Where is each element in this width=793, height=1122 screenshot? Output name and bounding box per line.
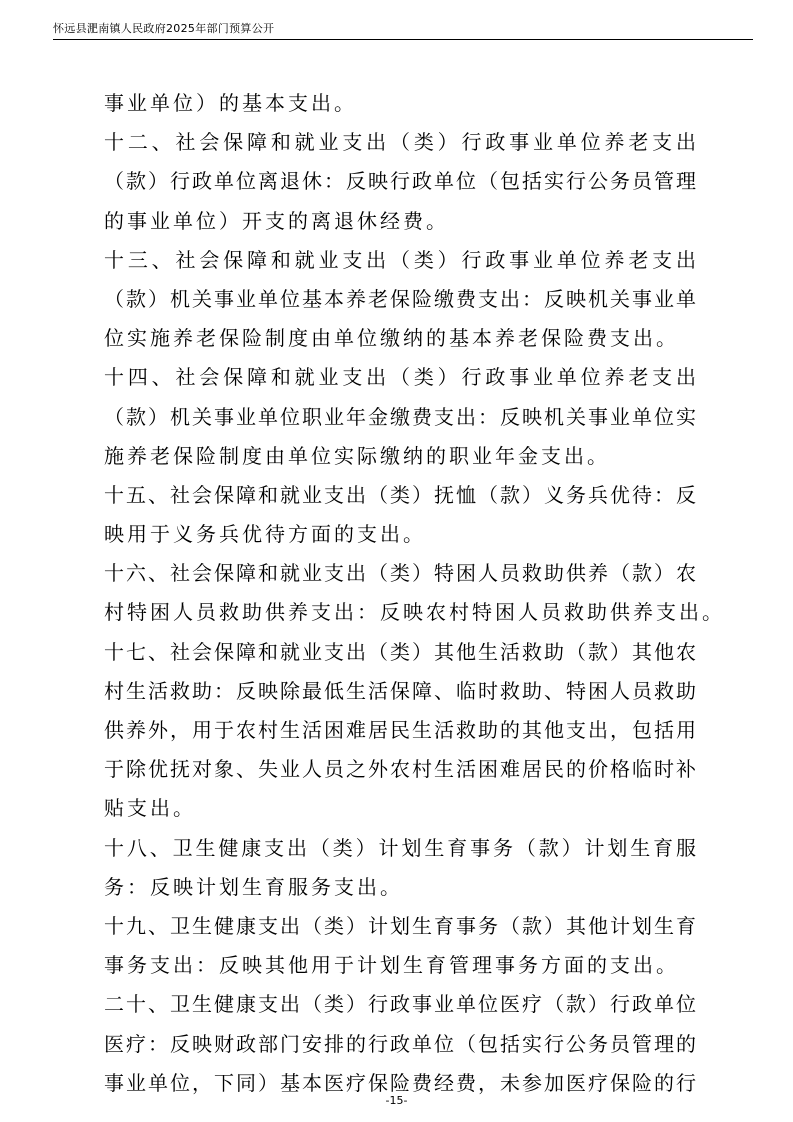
body-line: 务：反映计划生育服务支出。 (104, 874, 403, 899)
body-line: 村特困人员救助供养支出：反映农村特困人员救助供养支出。 (104, 600, 725, 625)
body-line: 十五、社会保障和就业支出（类）抚恤（款）义务兵优待：反 (104, 482, 696, 507)
body-line: 十九、卫生健康支出（类）计划生育事务（款）其他计划生育 (104, 913, 696, 938)
body-line: （款）机关事业单位基本养老保险缴费支出：反映机关事业单 (104, 286, 696, 311)
body-line: 十二、社会保障和就业支出（类）行政事业单位养老支出 (104, 130, 696, 155)
body-line: 供养外，用于农村生活困难居民生活救助的其他支出，包括用 (104, 718, 696, 742)
body-line: 十八、卫生健康支出（类）计划生育事务（款）计划生育服 (104, 835, 696, 860)
body-line: 事业单位）的基本支出。 (104, 91, 357, 115)
body-line: 事业单位，下同）基本医疗保险费经费，未参加医疗保险的行 (104, 1070, 696, 1095)
page-number: -15- (385, 1094, 408, 1107)
body-line: 事务支出：反映其他用于计划生育管理事务方面的支出。 (104, 953, 679, 978)
body-line: （款）机关事业单位职业年金缴费支出：反映机关事业单位实 (104, 404, 696, 429)
body-line: 医疗：反映财政部门安排的行政单位（包括实行公务员管理的 (104, 1031, 696, 1056)
body-line: 十六、社会保障和就业支出（类）特困人员救助供养（款）农 (104, 561, 696, 586)
body-line: 村生活救助：反映除最低生活保障、临时救助、特困人员救助 (104, 678, 696, 703)
page-header (53, 20, 753, 40)
body-line: 位实施养老保险制度由单位缴纳的基本养老保险费支出。 (104, 326, 679, 351)
document-body (104, 84, 725, 1103)
body-line: 二十、卫生健康支出（类）行政事业单位医疗（款）行政单位 (104, 992, 696, 1017)
body-line: 的事业单位）开支的离退休经费。 (104, 208, 449, 233)
body-line: 于除优抚对象、失业人员之外农村生活困难居民的价格临时补 (104, 757, 696, 782)
body-line: 十七、社会保障和就业支出（类）其他生活救助（款）其他农 (104, 639, 696, 664)
body-line: 十三、社会保障和就业支出（类）行政事业单位养老支出 (104, 247, 696, 272)
body-line: 映用于义务兵优待方面的支出。 (104, 522, 426, 547)
body-line: 贴支出。 (104, 796, 196, 821)
body-line: 施养老保险制度由单位实际缴纳的职业年金支出。 (104, 443, 610, 468)
header-divider (53, 39, 753, 40)
body-line: 十四、社会保障和就业支出（类）行政事业单位养老支出 (104, 365, 696, 390)
document-header-title: 怀远县淝南镇人民政府2025年部门预算公开 (53, 22, 275, 35)
body-line: （款）行政单位离退休：反映行政单位（包括实行公务员管理 (104, 169, 696, 194)
